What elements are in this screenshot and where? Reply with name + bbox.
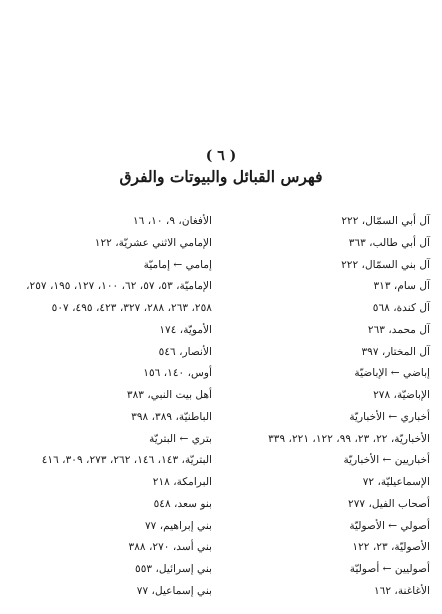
index-entry: إباضي ← الإباضيّة xyxy=(354,367,430,380)
index-entry: أصولي ← الأصوليّة xyxy=(349,519,430,532)
index-entry: أصوليين ← أصوليّة xyxy=(349,563,430,575)
index-entry: أخباريين ← الأخباريّة xyxy=(343,454,430,467)
index-entry: آل كندة، ٥٦٨ xyxy=(372,302,430,314)
index-entry: الإمامي الاثني عشريّة، ١٢٢ xyxy=(94,236,212,249)
index-entry: الأغاغنة، ١٦٢ xyxy=(373,584,430,597)
index-entry-continuation: ٢٥٨، ٢٦٣، ٢٨٨، ٣٢٧، ٤٢٣، ٤٩٥، ٥٠٧ xyxy=(51,302,212,314)
index-entry: الأنصار، ٥٤٦ xyxy=(158,345,212,358)
section-number: ( ٦ ) xyxy=(205,148,237,164)
index-entry: آل أبي السمّال، ٢٢٢ xyxy=(341,215,430,227)
index-entry: بني إبراهيم، ٧٧ xyxy=(144,519,212,532)
index-entry: بتري ← البتريّة xyxy=(149,432,212,445)
index-entry: آل المختار، ٣٩٧ xyxy=(361,345,430,358)
index-entry: الباطنيّة، ٣٨٩، ٣٩٨ xyxy=(131,410,212,423)
index-entry: إمامي ← إماميّة xyxy=(143,258,212,271)
index-entry: بنو سعد، ٥٤٨ xyxy=(153,497,212,510)
index-column-right xyxy=(238,211,430,603)
index-entry: الأمويّة، ١٧٤ xyxy=(159,323,212,336)
index-entry: أوس، ١٤٠، ١٥٦ xyxy=(143,367,212,380)
index-entry: البرامكة، ٢١٨ xyxy=(152,476,212,488)
index-entry: الإسماعيليّة، ٧٢ xyxy=(362,476,430,488)
index-entry: الأصوليّة، ٢٣، ١٢٢ xyxy=(352,541,430,554)
index-column-left xyxy=(7,211,212,603)
index-entry: آل أبي طالب، ٣٦٣ xyxy=(348,236,430,249)
index-entry: الإباضيّة، ٢٧٨ xyxy=(373,389,430,401)
index-entry: الأخباريّة، ٢٢، ٢٣، ٩٩، ١٢٢، ٢٢١، ٣٣٩ xyxy=(268,432,430,445)
index-entry: أخباري ← الأخباريّة xyxy=(349,410,430,423)
index-entry: بني أسد، ٢٧٠، ٣٨٨ xyxy=(128,541,212,554)
index-entry: البتريّة، ١٤٣، ١٤٦، ٢٦٢، ٢٧٣، ٣٠٩، ٤١٦ xyxy=(41,454,212,467)
index-entry: أصحاب الفيل، ٢٧٧ xyxy=(348,497,430,510)
index-entry: أهل بيت النبي، ٣٨٣ xyxy=(126,389,212,401)
index-entry: الأفغان، ٩، ١٠، ١٦ xyxy=(132,215,212,227)
index-entry: الإماميّة، ٥٣، ٥٧، ٦٢، ١٠٠، ١٢٧، ١٩٥، ٢٥٧، xyxy=(26,280,212,293)
index-entry: بني إسماعيل، ٧٧ xyxy=(136,584,212,597)
page-title: فهرس القبائل والبيوتات والفرق xyxy=(119,167,323,186)
index-entry: آل محمد، ٢٦٣ xyxy=(367,323,430,336)
index-entry: آل بني السمّال، ٢٢٢ xyxy=(341,258,430,271)
index-entry: بني إسرائيل، ٥٥٣ xyxy=(135,563,212,575)
index-entry: آل سام، ٣١٣ xyxy=(373,280,430,293)
